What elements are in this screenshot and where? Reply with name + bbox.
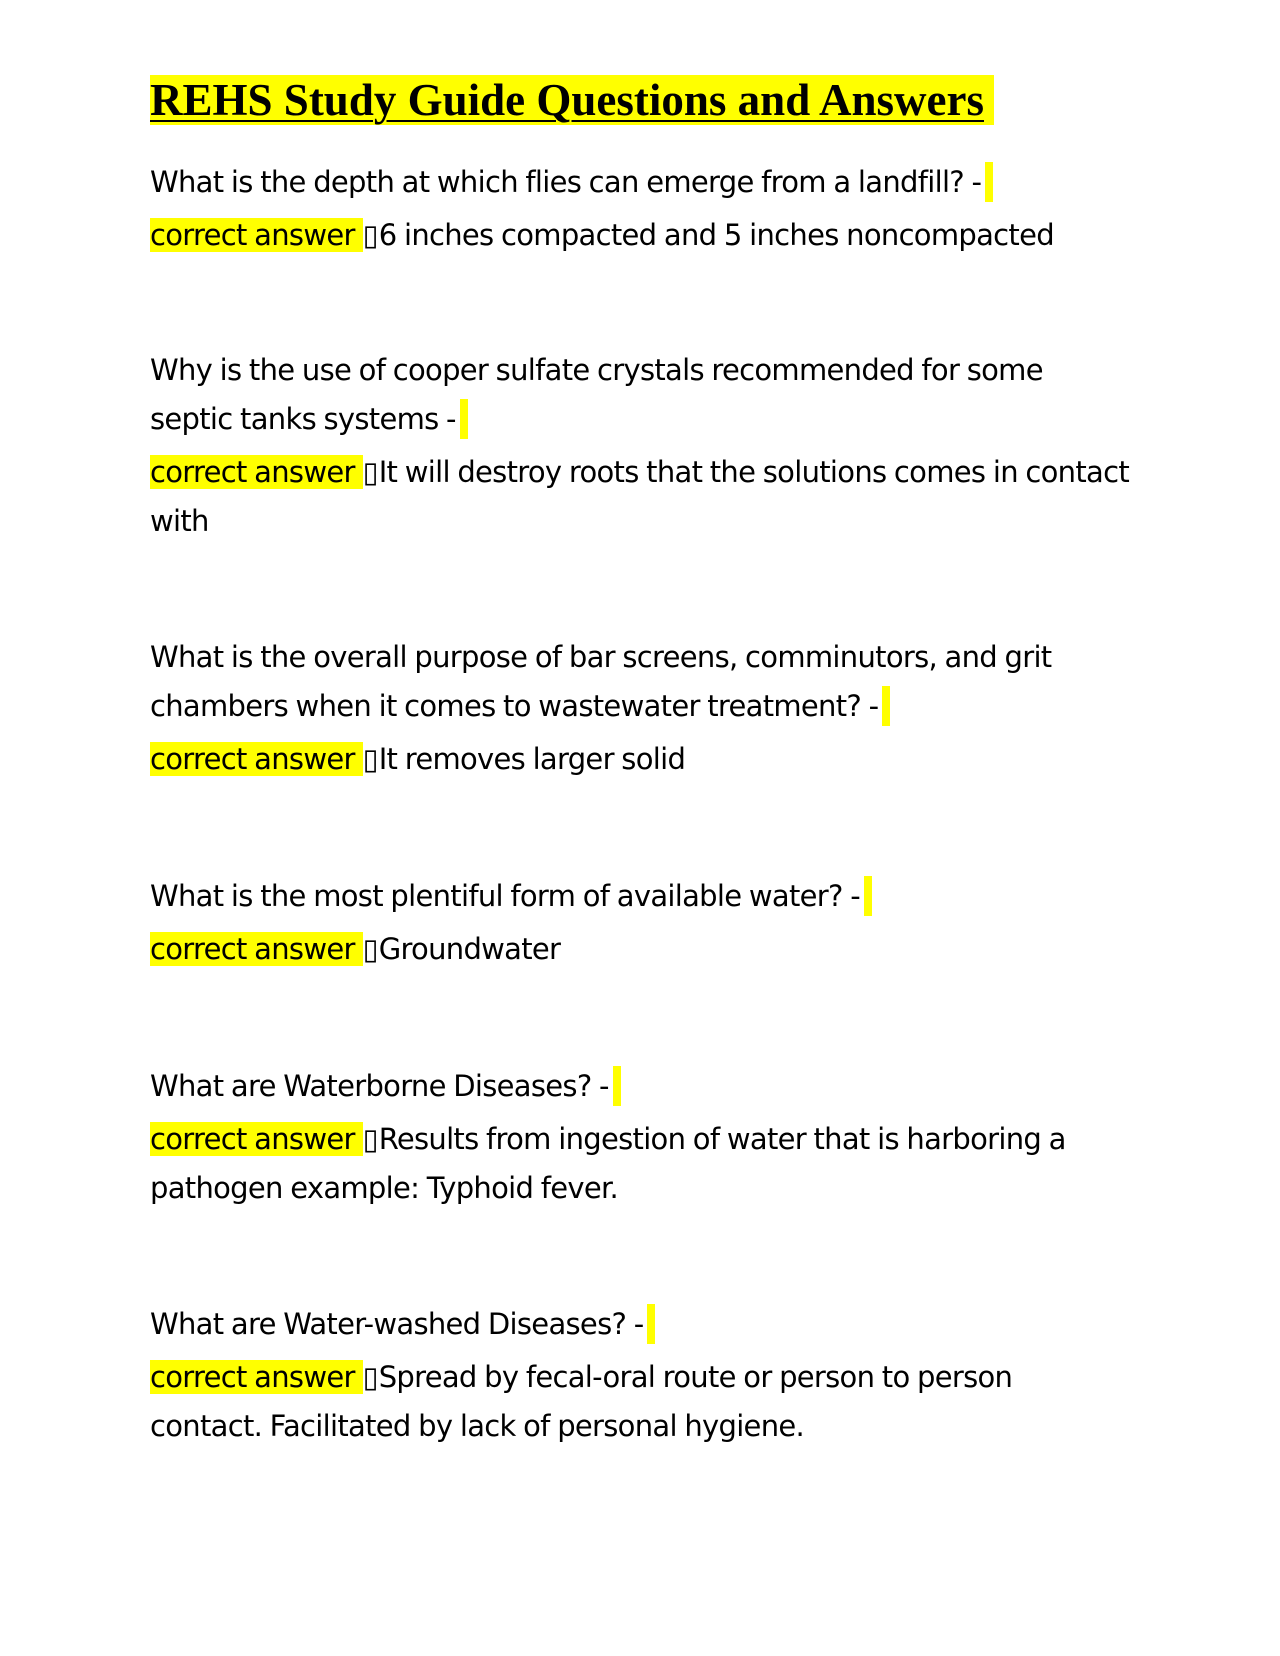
question <box>150 1062 1130 1111</box>
answer <box>150 1115 1130 1213</box>
highlight-mark <box>613 1066 621 1106</box>
answer-text: It removes larger solid <box>378 742 686 776</box>
question-text: Why is the use of cooper sulfate crystals recommended for some septic tanks systems - <box>150 353 1043 436</box>
answer <box>150 1353 1130 1451</box>
question <box>150 346 1130 444</box>
qa-item <box>150 872 1130 974</box>
answer-text: Groundwater <box>378 932 561 966</box>
answer <box>150 925 1130 974</box>
answer-text: 6 inches compacted and 5 inches noncompacted <box>378 218 1054 252</box>
box-glyph-icon: ▯ <box>362 218 379 252</box>
question <box>150 633 1130 731</box>
question <box>150 872 1130 921</box>
box-glyph-icon: ▯ <box>362 1122 379 1156</box>
box-glyph-icon: ▯ <box>362 455 379 489</box>
highlight-mark <box>647 1304 655 1344</box>
qa-item <box>150 1062 1130 1213</box>
question-text: What is the depth at which flies can emerge from a landfill? - <box>150 165 982 199</box>
qa-item <box>150 633 1130 784</box>
box-glyph-icon: ▯ <box>362 1360 379 1394</box>
qa-item <box>150 346 1130 546</box>
highlight-mark <box>882 686 890 726</box>
answer-label: correct answer <box>150 455 363 489</box>
box-glyph-icon: ▯ <box>362 742 379 776</box>
question-text: What is the most plentiful form of available water? - <box>150 879 860 913</box>
answer-text: Spread by fecal-oral route or person to person contact. Facilitated by lack of personal hygiene. <box>150 1360 1013 1443</box>
qa-item <box>150 158 1130 260</box>
question <box>150 1300 1130 1349</box>
qa-item <box>150 1300 1130 1451</box>
answer-label: correct answer <box>150 932 363 966</box>
answer <box>150 448 1130 546</box>
answer <box>150 735 1130 784</box>
highlight-mark <box>864 876 872 916</box>
answer-label: correct answer <box>150 1360 363 1394</box>
question-text: What is the overall purpose of bar screens, comminutors, and grit chambers when it comes to wastewater treatment? - <box>150 640 1052 723</box>
answer-text: It will destroy roots that the solutions comes in contact with <box>150 455 1130 538</box>
answer <box>150 211 1130 260</box>
question-text: What are Waterborne Diseases? - <box>150 1069 609 1103</box>
answer-label: correct answer <box>150 742 363 776</box>
answer-text: Results from ingestion of water that is harboring a pathogen example: Typhoid fever. <box>150 1122 1066 1205</box>
question-text: What are Water-washed Diseases? - <box>150 1307 644 1341</box>
box-glyph-icon: ▯ <box>362 932 379 966</box>
highlight-mark <box>985 162 993 202</box>
question <box>150 158 1130 207</box>
page-title-text: REHS Study Guide Questions and Answers <box>150 75 994 125</box>
answer-label: correct answer <box>150 1122 363 1156</box>
page-title <box>150 72 994 128</box>
answer-label: correct answer <box>150 218 363 252</box>
highlight-mark <box>460 399 468 439</box>
